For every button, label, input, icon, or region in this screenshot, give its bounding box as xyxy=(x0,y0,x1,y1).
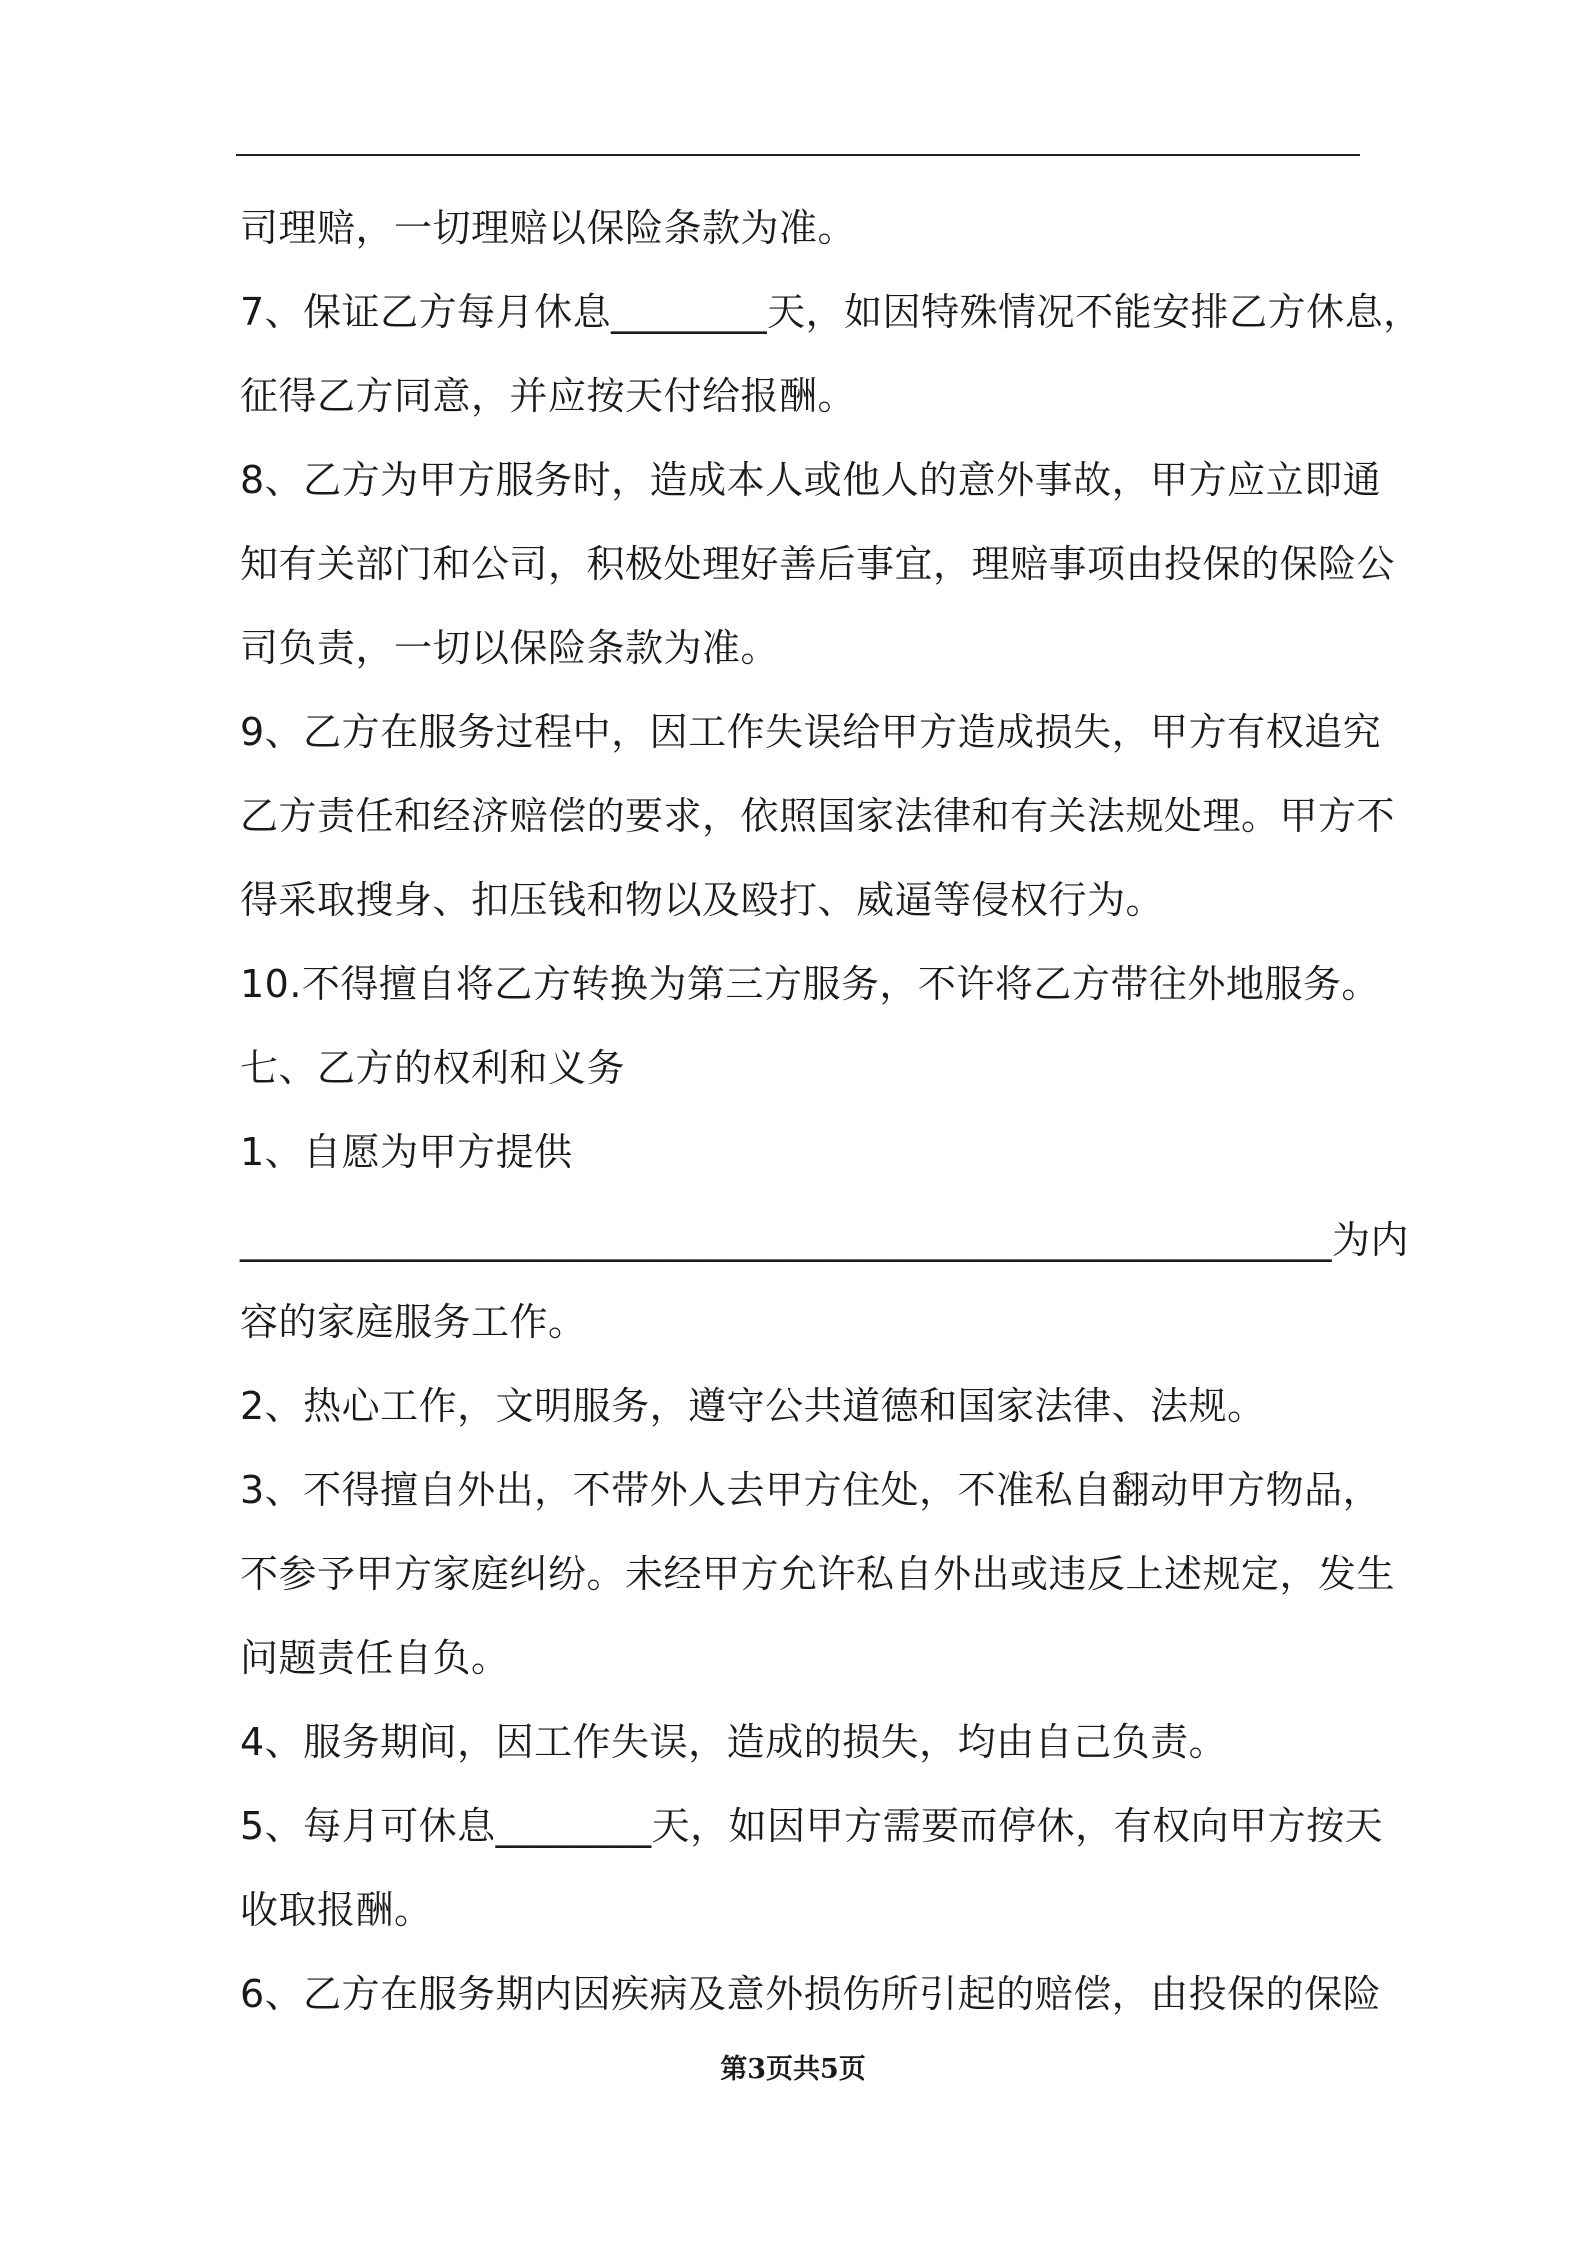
section-heading: 七、乙方的权利和义务 xyxy=(240,1046,626,1090)
text-line: 8、乙方为甲方服务时，造成本人或他人的意外事故，甲方应立即通 xyxy=(240,458,1382,502)
text-line: 10.不得擅自将乙方转换为第三方服务，不许将乙方带往外地服务。 xyxy=(240,962,1380,1006)
text-line: 乙方责任和经济赔偿的要求，依照国家法律和有关法规处理。甲方不 xyxy=(240,794,1396,838)
header-rule xyxy=(236,154,1360,156)
text-line: 征得乙方同意，并应按天付给报酬。 xyxy=(240,374,857,418)
text-line: 容的家庭服务工作。 xyxy=(240,1300,587,1344)
page-number: 第3页共5页 xyxy=(720,2054,866,2085)
text-line: 3、不得擅自外出，不带外人去甲方住处，不准私自翻动甲方物品， xyxy=(240,1468,1382,1512)
text-line: ________________________________________________________为内 xyxy=(240,1218,1410,1262)
text-line: 5、每月可休息________天，如因甲方需要而停休，有权向甲方按天 xyxy=(240,1804,1384,1848)
text-line: 2、热心工作，文明服务，遵守公共道德和国家法律、法规。 xyxy=(240,1384,1266,1428)
text-line: 7、保证乙方每月休息________天，如因特殊情况不能安排乙方休息， xyxy=(240,290,1422,334)
text-line: 问题责任自负。 xyxy=(240,1636,510,1680)
text-line: 9、乙方在服务过程中，因工作失误给甲方造成损失，甲方有权追究 xyxy=(240,710,1382,754)
text-line: 司理赔，一切理赔以保险条款为准。 xyxy=(240,206,857,250)
text-line: 1、自愿为甲方提供 xyxy=(240,1130,573,1174)
text-line: 司负责，一切以保险条款为准。 xyxy=(240,626,780,670)
text-line: 知有关部门和公司，积极处理好善后事宜，理赔事项由投保的保险公 xyxy=(240,542,1396,586)
text-line: 不参予甲方家庭纠纷。未经甲方允许私自外出或违反上述规定，发生 xyxy=(240,1552,1396,1596)
text-line: 收取报酬。 xyxy=(240,1888,433,1932)
text-line: 4、服务期间，因工作失误，造成的损失，均由自己负责。 xyxy=(240,1720,1228,1764)
text-line: 得采取搜身、扣压钱和物以及殴打、威逼等侵权行为。 xyxy=(240,878,1165,922)
text-line: 6、乙方在服务期内因疾病及意外损伤所引起的赔偿，由投保的保险 xyxy=(240,1972,1382,2016)
